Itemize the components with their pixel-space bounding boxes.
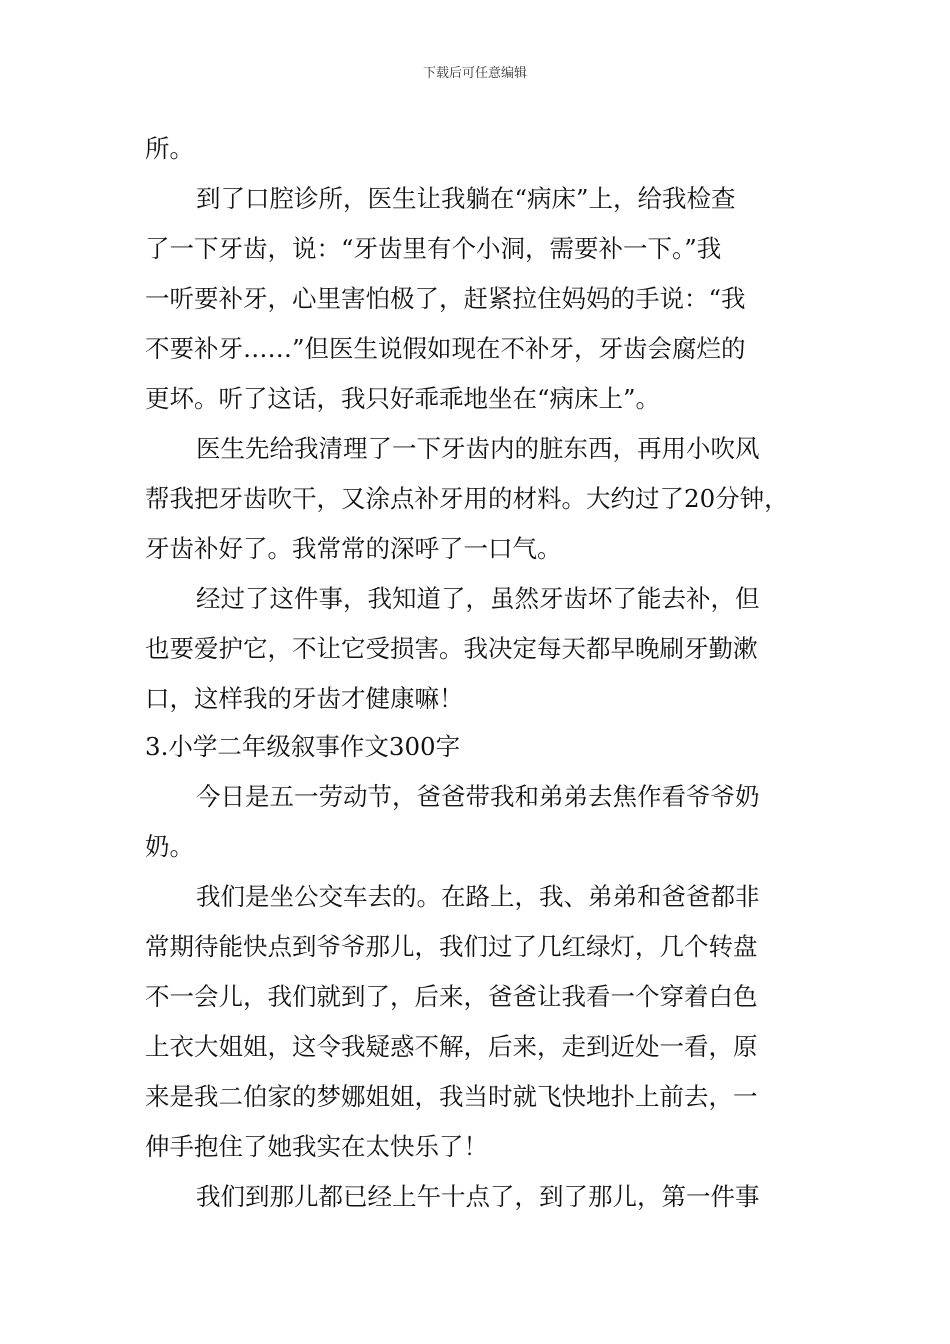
text-line: 口，这样我的牙齿才健康嘛！ xyxy=(145,684,464,713)
page-header: 下载后可任意编辑 xyxy=(422,66,527,81)
text-line: 上衣大姐姐，这令我疑惑不解，后来，走到近处一看，原 xyxy=(145,1032,758,1061)
text-line: 来是我二伯家的梦娜姐姐，我当时就飞快地扑上前去，一 xyxy=(145,1082,758,1111)
text-line: 也要爱护它，不让它受损害。我决定每天都早晚刷牙勤漱 xyxy=(145,634,758,663)
text-line: 经过了这件事，我知道了，虽然牙齿坏了能去补，但 xyxy=(196,584,760,613)
text-line: 常期待能快点到爷爷那儿，我们过了几红绿灯，几个转盘 xyxy=(145,932,758,961)
text-line: 一听要补牙，心里害怕极了，赶紧拉住妈妈的手说：“我 xyxy=(145,284,746,313)
text-line: 更坏。听了这话，我只好乖乖地坐在“病床上”。 xyxy=(145,384,661,413)
text-line: 我们到那儿都已经上午十点了，到了那儿，第一件事 xyxy=(196,1182,760,1211)
text-line: 伸手抱住了她我实在太快乐了！ xyxy=(145,1132,488,1161)
text-line: 奶。 xyxy=(145,832,194,861)
text-line: 不一会儿，我们就到了，后来，爸爸让我看一个穿着白色 xyxy=(145,982,758,1011)
text-line: 我们是坐公交车去的。在路上，我、弟弟和爸爸都非 xyxy=(196,882,760,911)
text-line: 牙齿补好了。我常常的深呼了一口气。 xyxy=(145,534,562,563)
text-line: 到了口腔诊所，医生让我躺在“病床”上，给我检查 xyxy=(196,184,736,213)
text-line: 所。 xyxy=(145,134,194,163)
text-line: 帮我把牙齿吹干，又涂点补牙用的材料。大约过了20分钟， xyxy=(145,484,789,513)
text-line: 不要补牙……”但医生说假如现在不补牙，牙齿会腐烂的 xyxy=(145,334,746,363)
text-line: 医生先给我清理了一下牙齿内的脏东西，再用小吹风 xyxy=(196,434,760,463)
text-line: 了一下牙齿，说：“牙齿里有个小洞，需要补一下。”我 xyxy=(145,234,722,263)
section-heading: 3.小学二年级叙事作文300字 xyxy=(145,732,461,761)
text-line: 今日是五一劳动节，爸爸带我和弟弟去焦作看爷爷奶 xyxy=(196,782,760,811)
